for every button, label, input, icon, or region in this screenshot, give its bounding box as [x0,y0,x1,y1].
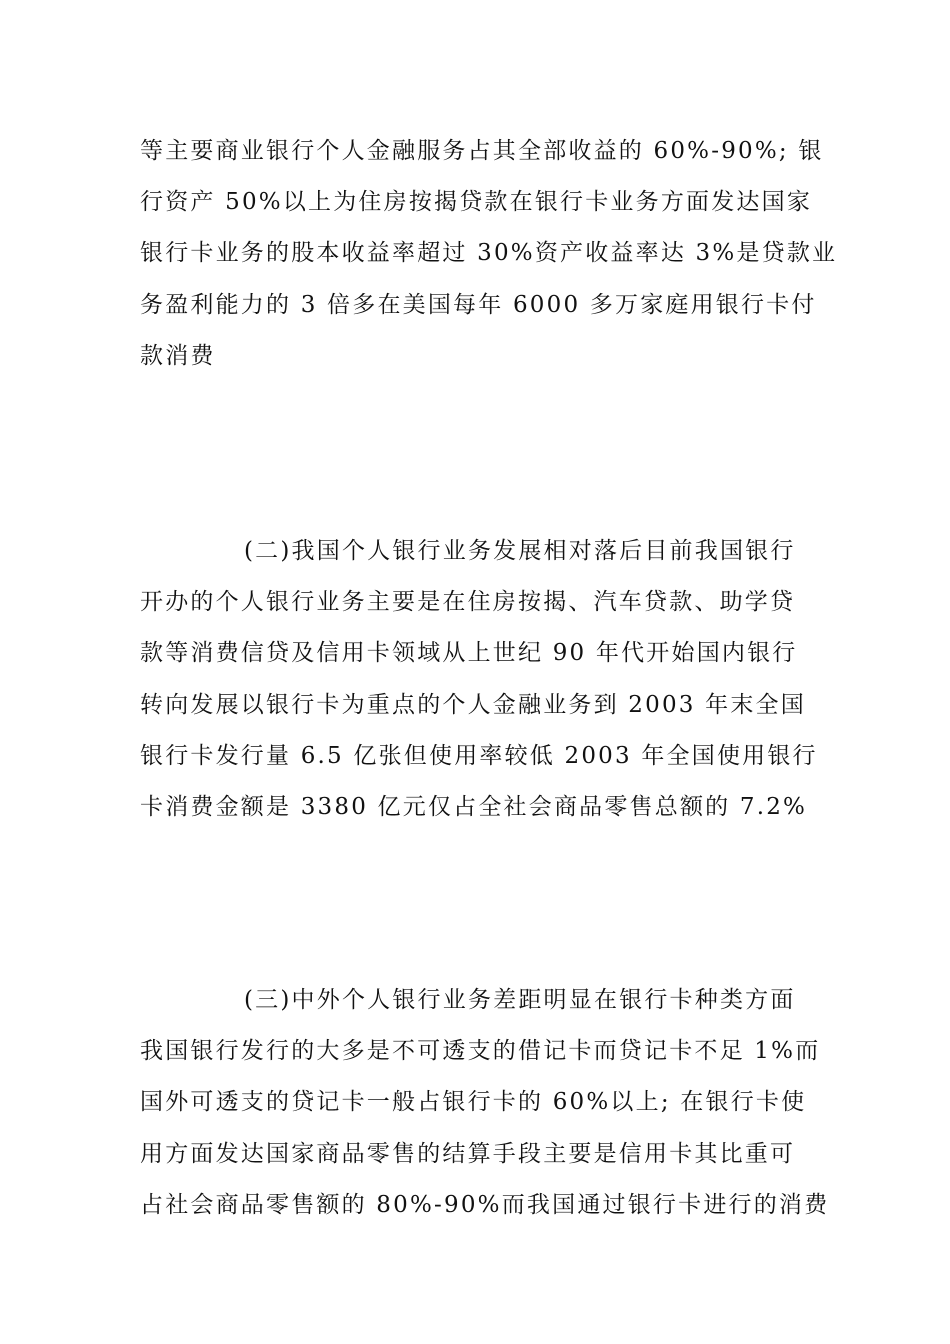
text-line: 行资产 50%以上为住房按揭贷款在银行卡业务方面发达国家 [140,189,813,215]
text-line: 用方面发达国家商品零售的结算手段主要是信用卡其比重可 [140,1141,796,1167]
text-line: 转向发展以银行卡为重点的个人金融业务到 2003 年末全国 [140,692,806,718]
text-line: (三)中外个人银行业务差距明显在银行卡种类方面 [244,987,796,1013]
text-line: 开办的个人银行业务主要是在住房按揭、汽车贷款、助学贷 [140,589,796,615]
text-line: 款等消费信贷及信用卡领域从上世纪 90 年代开始国内银行 [140,640,798,666]
text-line: 卡消费金额是 3380 亿元仅占全社会商品零售总额的 7.2% [140,794,808,820]
text-line: 占社会商品零售额的 80%-90%而我国通过银行卡进行的消费 [140,1192,830,1218]
text-line: 国外可透支的贷记卡一般占银行卡的 60%以上; 在银行卡使 [140,1089,807,1115]
text-line: 等主要商业银行个人金融服务占其全部收益的 60%-90%; 银 [140,138,824,164]
text-line: 我国银行发行的大多是不可透支的借记卡而贷记卡不足 1%而 [140,1038,821,1064]
text-line: 银行卡业务的股本收益率超过 30%资产收益率达 3%是贷款业 [140,240,838,266]
text-line: 款消费 [140,343,216,369]
text-line: 银行卡发行量 6.5 亿张但使用率较低 2003 年全国使用银行 [140,743,818,769]
text-line: 务盈利能力的 3 倍多在美国每年 6000 多万家庭用银行卡付 [140,292,817,318]
text-line: (二)我国个人银行业务发展相对落后目前我国银行 [244,538,796,564]
